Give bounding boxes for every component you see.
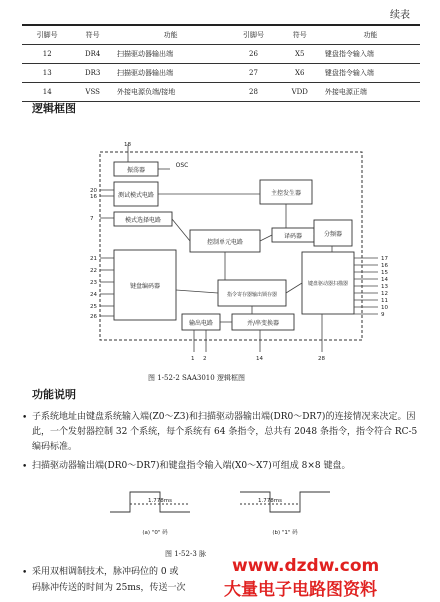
table-cell: 外接电源正端 (321, 83, 420, 102)
table-row (22, 64, 420, 83)
pin-label: 14 (256, 356, 263, 362)
table-cell: X5 (279, 45, 321, 64)
table-cell: 12 (22, 45, 72, 64)
pin-label: 10 (381, 305, 388, 311)
paragraph: 子系统地址由键盘系统输入端(Z0～Z3)和扫描驱动器输出端(DR0～DR7)的连接情况来决定。因此，一个发射器控制 32 个系统，每个系统有 64 条指令，总共有 2048 条指令，指令符合 RC-5 编码标准。 (32, 412, 418, 452)
pin-label: 24 (90, 292, 97, 298)
figure-caption: 图 1-52-2 SAA3010 逻辑框图 (148, 374, 245, 382)
table-cell: X6 (279, 64, 321, 83)
table-cell: 外接电源负端/接地 (113, 83, 228, 102)
pin-label: 1 (191, 356, 195, 362)
pin-label: 28 (318, 356, 325, 362)
col-function: 功能 (321, 25, 420, 45)
label-command-latch: 指令寄存器输出锁存器 (226, 292, 278, 298)
table-row (22, 45, 420, 64)
table-cell: 键盘指令输入端 (321, 45, 420, 64)
table-cell: 13 (22, 64, 72, 83)
col-symbol: 符号 (279, 25, 321, 45)
table-cell: VDD (279, 83, 321, 102)
label-program-gen: 主控发生器 (270, 190, 302, 197)
label-osc-pin: OSC (175, 162, 189, 169)
table-cell: DR4 (72, 45, 113, 64)
pin-label: 7 (90, 216, 94, 222)
table-cell: 28 (228, 83, 278, 102)
pin-label: 17 (381, 256, 388, 262)
table-cell: 扫描驱动器输出端 (113, 64, 228, 83)
table-cell: 扫描驱动器输出端 (113, 45, 228, 64)
label-keyboard-encoder: 键盘编码器 (129, 283, 161, 290)
pin-label: 22 (90, 268, 97, 274)
pin-label: 13 (381, 284, 388, 290)
col-function: 功能 (113, 25, 228, 45)
timing-caption-right: (b) "1" 码 (272, 530, 298, 536)
pin-table (22, 24, 420, 102)
table-cell: 27 (228, 64, 278, 83)
label-decoder: 译码器 (283, 233, 303, 240)
table-cell: DR3 (72, 64, 113, 83)
paragraph: 采用双相调制技术，脉冲码位的 0 或 (32, 567, 179, 577)
pin-label: 23 (90, 280, 97, 286)
col-symbol: 符号 (72, 25, 113, 45)
pin-label: 14 (381, 277, 388, 283)
pin-label: 18 (124, 142, 131, 148)
timing-caption-left: (a) "0" 码 (142, 530, 168, 536)
timing-label-right: 1.778ms (258, 498, 282, 504)
label-control-unit: 控制单元电路 (206, 239, 244, 246)
pin-label: 9 (381, 312, 385, 318)
label-divider: 分频器 (323, 231, 343, 238)
bullet-icon: • (22, 568, 28, 578)
timing-label-left: 1.778ms (148, 498, 172, 504)
pin-label: 11 (381, 298, 388, 304)
col-pin: 引脚号 (22, 25, 72, 45)
waveform-one (240, 492, 330, 512)
bullet-icon: • (22, 462, 28, 472)
continued-label: 续表 (390, 10, 410, 21)
label-scan-driver: 键盘驱动器扫描器 (307, 281, 349, 287)
table-row (22, 83, 420, 102)
paragraph: 扫描驱动器输出端(DR0～DR7)和键盘指令输入端(X0～X7)可组成 8×8 键盘。 (32, 461, 351, 471)
timing-figure-caption: 图 1-52-3 脉 (165, 550, 206, 558)
pin-label: 16 (90, 194, 97, 200)
table-cell: 14 (22, 83, 72, 102)
logic-block-diagram (60, 140, 400, 365)
section-title-logic: 逻辑框图 (32, 102, 76, 115)
pin-label: 26 (90, 314, 97, 320)
pin-label: 25 (90, 304, 97, 310)
bullet-icon: • (22, 413, 28, 423)
label-output: 输出电路 (188, 320, 214, 327)
table-cell: 键盘指令输入端 (321, 64, 420, 83)
pin-label: 2 (203, 356, 207, 362)
pin-label: 20 (90, 188, 97, 194)
pin-label: 12 (381, 291, 388, 297)
table-cell: 26 (228, 45, 278, 64)
pin-label: 15 (381, 270, 388, 276)
section-title-function: 功能说明 (32, 388, 76, 401)
pin-table-header (22, 25, 420, 45)
col-pin: 引脚号 (228, 25, 278, 45)
pin-label: 16 (381, 263, 388, 269)
label-buffer: 并/串变换器 (246, 320, 280, 327)
paragraph: 码脉冲传送的时间为 25ms，传送一次 (32, 583, 186, 593)
label-mode-select: 模式选择电路 (124, 217, 162, 224)
pin-label: 21 (90, 256, 97, 262)
label-oscillator: 振荡器 (126, 167, 146, 174)
timing-diagram (100, 482, 340, 544)
watermark-url: www.dzdw.com (232, 556, 380, 576)
table-cell: VSS (72, 83, 113, 102)
watermark-text: 大量电子电路图资料 (224, 580, 377, 600)
label-test-mode: 测试模式电路 (117, 192, 155, 199)
